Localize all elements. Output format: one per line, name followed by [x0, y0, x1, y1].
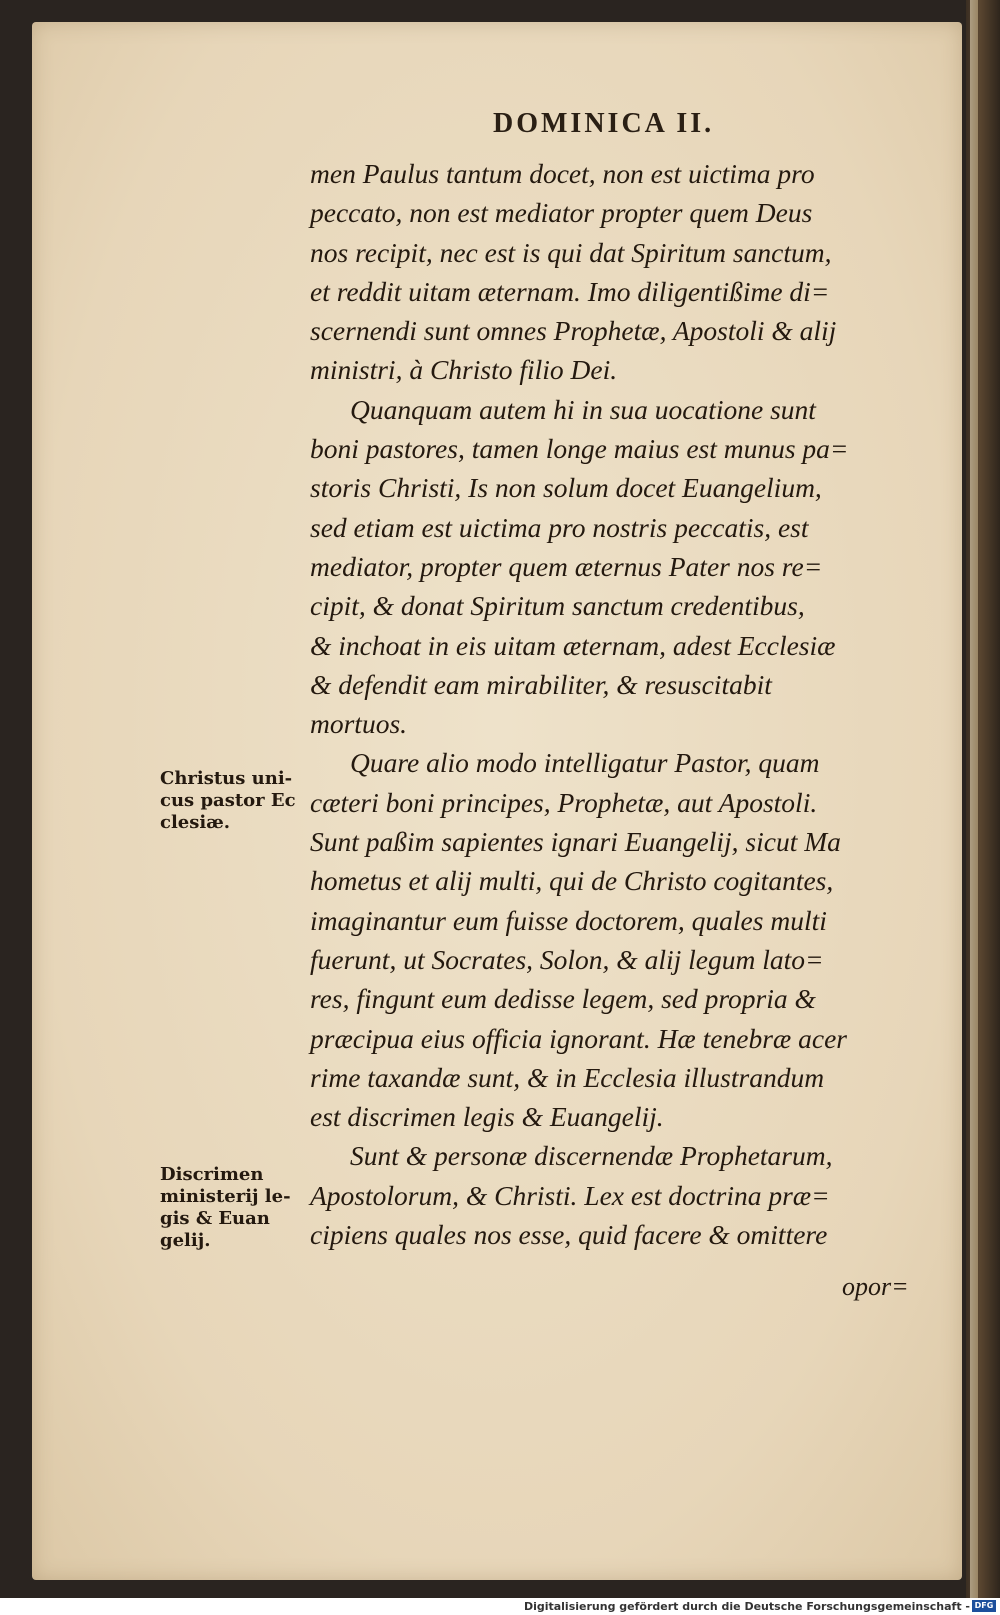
- text-line: Quanquam autem hi in sua uocatione sunt: [350, 393, 816, 425]
- text-line: fuerunt, ut Socrates, Solon, & alij legum lato=: [310, 943, 824, 975]
- margin-note-christus: [160, 768, 310, 834]
- margin-note-line: Christus uni-: [160, 768, 293, 789]
- margin-note-line: clesiæ.: [160, 812, 231, 833]
- text-line: mortuos.: [310, 708, 408, 740]
- text-line: & defendit eam mirabiliter, & resuscitabit: [310, 668, 772, 700]
- text-line: Sunt & personæ discernendæ Prophetarum,: [350, 1140, 833, 1172]
- text-line: et reddit uitam æternam. Imo diligentißime di=: [310, 275, 830, 307]
- margin-note-line: gelij.: [160, 1230, 211, 1251]
- text-line: Quare alio modo intelligatur Pastor, quam: [350, 747, 820, 779]
- text-line: sed etiam est uictima pro nostris peccatis, est: [310, 511, 809, 543]
- margin-note-line: ministerij le-: [160, 1186, 291, 1207]
- dfg-logo: DFG: [972, 1600, 996, 1612]
- text-line: hometus et alij multi, qui de Christo cogitantes,: [310, 865, 834, 897]
- text-line: Sunt paßim sapientes ignari Euangelij, sicut Ma: [310, 826, 841, 858]
- margin-note-line: gis & Euan: [160, 1208, 270, 1229]
- text-line: boni pastores, tamen longe maius est munus pa=: [310, 433, 849, 465]
- text-line: rime taxandæ sunt, & in Ecclesia illustrandum: [310, 1061, 825, 1093]
- running-head: DOMINICA II.: [493, 108, 715, 139]
- text-line: scernendi sunt omnes Prophetæ, Apostoli & alij: [310, 315, 837, 347]
- margin-note-line: cus pastor Ec: [160, 790, 296, 811]
- text-line: est discrimen legis & Euangelij.: [310, 1101, 664, 1133]
- text-line: storis Christi, Is non solum docet Euangelium,: [310, 472, 822, 504]
- text-line: cipit, & donat Spiritum sanctum credentibus,: [310, 590, 805, 622]
- book-spine-edge: [966, 0, 1000, 1598]
- catchword: opor=: [842, 1272, 909, 1301]
- text-line: men Paulus tantum docet, non est uictima pro: [310, 158, 815, 189]
- text-line: ministri, à Christo filio Dei.: [310, 354, 618, 386]
- margin-note-line: Discrimen: [160, 1164, 264, 1185]
- text-line: nos recipit, nec est is qui dat Spiritum sanctum,: [310, 236, 832, 268]
- text-line: Apostolorum, & Christi. Lex est doctrina præ=: [310, 1179, 830, 1211]
- text-line: peccato, non est mediator propter quem Deus: [310, 197, 813, 229]
- margin-note-discrimen: [160, 1164, 310, 1252]
- text-line: mediator, propter quem æternus Pater nos re=: [310, 550, 823, 582]
- text-line: cipiens quales nos esse, quid facere & omittere: [310, 1219, 828, 1251]
- text-line: præcipua eius officia ignorant. Hæ tenebræ acer: [310, 1022, 847, 1054]
- digitization-credit: Digitalisierung gefördert durch die Deutsche Forschungsgemeinschaft -: [523, 1600, 970, 1613]
- main-text-block: [310, 154, 922, 1254]
- text-line: res, fingunt eum dedisse legem, sed propria &: [310, 983, 816, 1015]
- text-line: cæteri boni principes, Prophetæ, aut Apostoli.: [310, 786, 818, 818]
- text-line: imaginantur eum fuisse doctorem, quales multi: [310, 904, 827, 936]
- text-line: & inchoat in eis uitam æternam, adest Ecclesiæ: [310, 629, 836, 661]
